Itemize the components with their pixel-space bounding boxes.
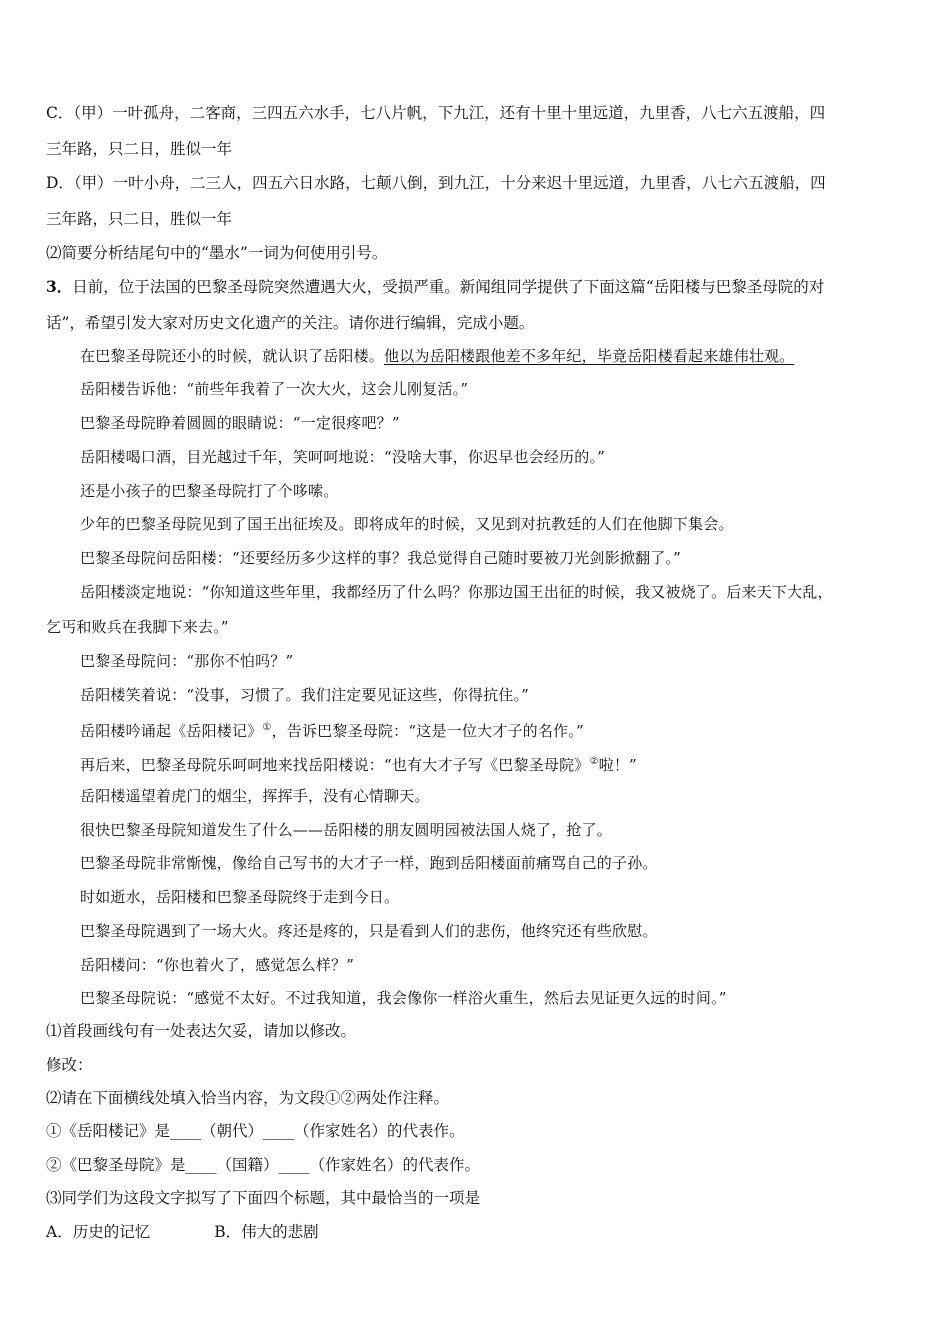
question-3-intro-1: 日前，位于法国的巴黎圣母院突然遭遇大火，受损严重。新闻组同学提供了下面这篇“岳阳楼与巴黎圣母院的对 bbox=[72, 278, 825, 296]
underlined-sentence: 他以为岳阳楼跟他差不多年纪，毕竟岳阳楼看起来雄伟壮观。 bbox=[384, 347, 795, 365]
sub-question-3-options bbox=[46, 1221, 920, 1243]
passage-paragraph-6: 少年的巴黎圣母院见到了国王出征埃及。即将成年的时候，又见到对抗教廷的人们在他脚下集会。 bbox=[80, 515, 734, 533]
option-d-line-1: D．（甲）一叶小舟，二三人，四五六日水路，七颠八倒，到九江，十分来迟十里远道，九里香，八七六五渡船，四 bbox=[46, 174, 826, 192]
paragraph-12-text-b: 啦！” bbox=[598, 756, 637, 774]
passage-paragraph-18: 岳阳楼问：“你也着火了，感觉怎么样？” bbox=[80, 956, 355, 974]
passage-paragraph-9: 巴黎圣母院问：“那你不怕吗？” bbox=[80, 652, 294, 670]
passage-paragraph-11 bbox=[80, 717, 920, 742]
question-3-number: 3． bbox=[46, 277, 73, 296]
passage-paragraph-1 bbox=[80, 345, 920, 367]
passage-paragraph-19: 巴黎圣母院说：“感觉不太好。不过我知道，我会像你一样浴火重生，然后去见证更久远的时间。” bbox=[80, 989, 727, 1007]
question-3-line-1 bbox=[46, 276, 920, 298]
passage-paragraph-5: 还是小孩子的巴黎圣母院打了个哆嗦。 bbox=[80, 482, 339, 500]
passage-paragraph-10: 岳阳楼笑着说：“没事，习惯了。我们注定要见证这些，你得抗住。” bbox=[80, 686, 530, 704]
question-3-line-2: 话”，希望引发大家对历史文化遗产的关注。请你进行编辑，完成小题。 bbox=[46, 314, 535, 332]
paragraph-11-text-a: 岳阳楼吟诵起《岳阳楼记》 bbox=[80, 722, 263, 740]
passage-paragraph-8-line-2: 乞丐和败兵在我脚下来去。” bbox=[46, 618, 229, 636]
passage-paragraph-4: 岳阳楼喝口酒，目光越过千年，笑呵呵地说：“没啥大事，你迟早也会经历的。” bbox=[80, 448, 606, 466]
passage-paragraph-12 bbox=[80, 751, 920, 776]
footnote-marker-1: ① bbox=[262, 722, 272, 733]
passage-paragraph-3: 巴黎圣母院睁着圆圆的眼睛说：“一定很疼吧？” bbox=[80, 414, 400, 432]
option-c-line-1: C．（甲）一叶孤舟，二客商，三四五六水手，七八片帆，下九江，还有十里十里远道，九里香，八七六五渡船，四 bbox=[46, 104, 826, 122]
option-a: A．历史的记忆 bbox=[46, 1223, 151, 1241]
sub-question-1-answer-label: 修改： bbox=[46, 1056, 93, 1074]
footnote-marker-2: ② bbox=[589, 756, 599, 767]
passage-paragraph-7: 巴黎圣母院问岳阳楼：“还要经历多少这样的事？我总觉得自己随时要被刀光剑影掀翻了。” bbox=[80, 549, 682, 567]
passage-paragraph-16: 时如逝水，岳阳楼和巴黎圣母院终于走到今日。 bbox=[80, 888, 400, 906]
sub-question-2-item-a: ①《岳阳楼记》是____（朝代）____（作家姓名）的代表作。 bbox=[46, 1122, 465, 1140]
passage-paragraph-8-line-1: 岳阳楼淡定地说：“你知道这些年里，我都经历了什么吗？你那边国王出征的时候，我又被烧了。后来天下大乱， bbox=[80, 583, 833, 601]
sub-question-1: ⑴首段画线句有一处表达欠妥，请加以修改。 bbox=[46, 1022, 357, 1040]
paragraph-12-text-a: 再后来，巴黎圣母院乐呵呵地来找岳阳楼说：“也有大才子写《巴黎圣母院》 bbox=[80, 756, 590, 774]
passage-paragraph-2: 岳阳楼告诉他：“前些年我着了一次大火，这会儿刚复活。” bbox=[80, 380, 469, 398]
passage-paragraph-15: 巴黎圣母院非常惭愧，像给自己写书的大才子一样，跑到岳阳楼面前痛骂自己的子孙。 bbox=[80, 854, 658, 872]
question-2-text: ⑵简要分析结尾句中的“墨水”一词为何使用引号。 bbox=[46, 244, 388, 262]
option-d-line-2: 三年路，只二日，胜似一年 bbox=[46, 210, 233, 228]
paragraph-11-text-b: ，告诉巴黎圣母院：“这是一位大才子的名作。” bbox=[271, 722, 584, 740]
option-b: B．伟大的悲剧 bbox=[214, 1223, 319, 1241]
sub-question-3: ⑶同学们为这段文字拟写了下面四个标题，其中最恰当的一项是 bbox=[46, 1189, 481, 1207]
option-c-line-2: 三年路，只二日，胜似一年 bbox=[46, 140, 233, 158]
passage-paragraph-17: 巴黎圣母院遇到了一场大火。疼还是疼的，只是看到人们的悲伤，他终究还有些欣慰。 bbox=[80, 922, 658, 940]
paragraph-1-text: 在巴黎圣母院还小的时候，就认识了岳阳楼。 bbox=[80, 347, 385, 365]
passage-paragraph-13: 岳阳楼遥望着虎门的烟尘，挥挥手，没有心情聊天。 bbox=[80, 787, 430, 805]
sub-question-2: ⑵请在下面横线处填入恰当内容，为文段①②两处作注释。 bbox=[46, 1089, 450, 1107]
sub-question-2-item-b: ②《巴黎圣母院》是____（国籍）____（作家姓名）的代表作。 bbox=[46, 1156, 481, 1174]
passage-paragraph-14: 很快巴黎圣母院知道发生了什么——岳阳楼的朋友圆明园被法国人烧了，抢了。 bbox=[80, 821, 613, 839]
